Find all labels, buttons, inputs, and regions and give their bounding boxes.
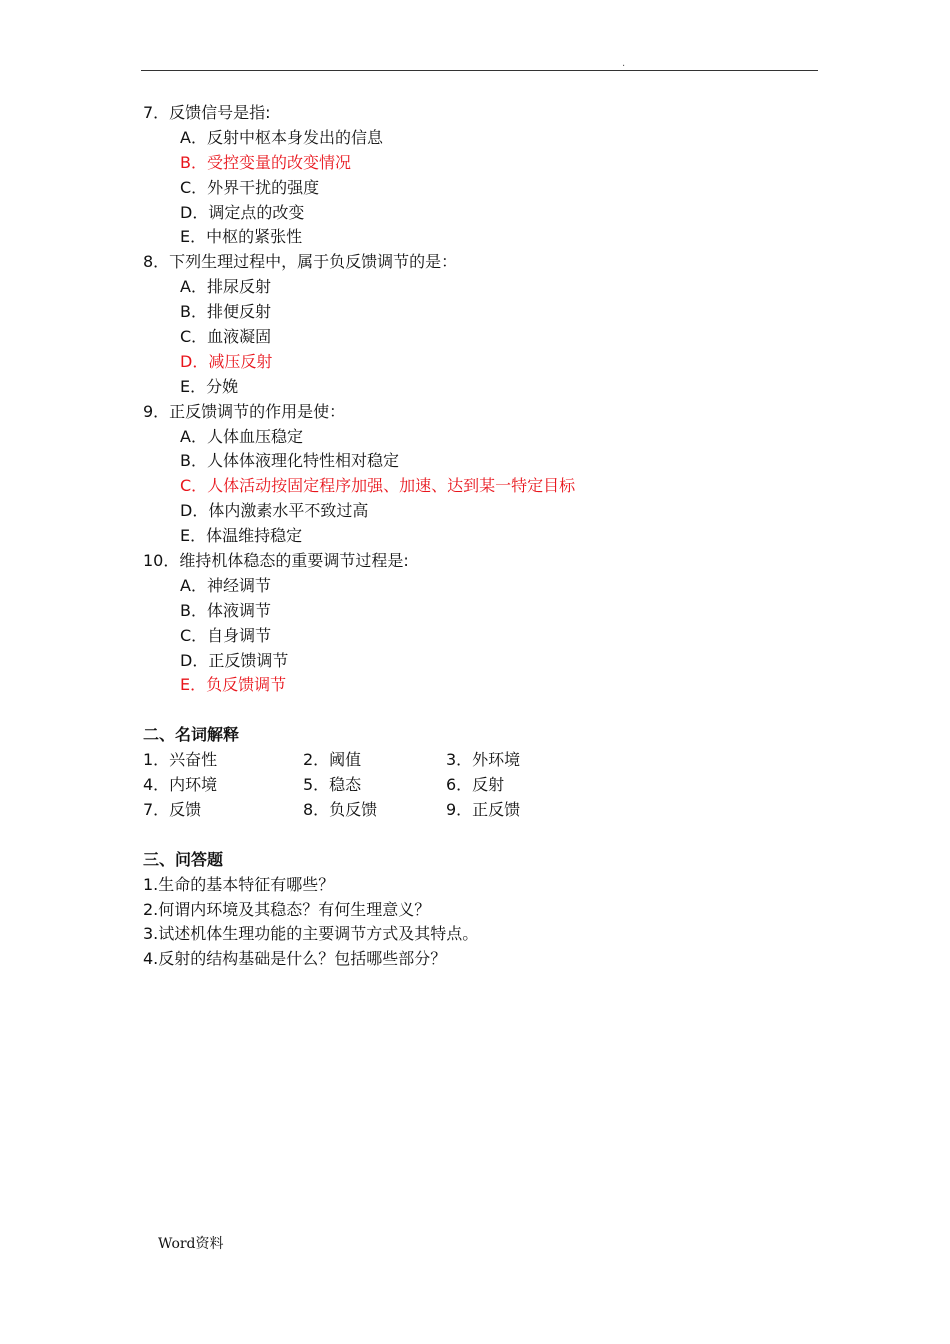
option-e: E．体温维持稳定 <box>180 526 303 546</box>
section-heading: 二、名词解释 <box>143 725 240 745</box>
option-d-correct: D．减压反射 <box>180 351 273 371</box>
qa-item: 3.试述机体生理功能的主要调节方式及其特点。 <box>143 924 479 944</box>
option-a: A．人体血压稳定 <box>180 426 303 446</box>
qa-item: 2.何谓内环境及其稳态？有何生理意义？ <box>143 899 431 919</box>
footer-label: Word资料 <box>158 1236 224 1252</box>
option-e: E．分娩 <box>180 376 239 396</box>
option-d: D．调定点的改变 <box>180 202 305 222</box>
header-rule <box>141 70 818 71</box>
term-item: 6．反射 <box>446 775 505 795</box>
option-d: D．正反馈调节 <box>180 650 289 670</box>
option-c-correct: C．人体活动按固定程序加强、加速、达到某一特定目标 <box>180 476 576 496</box>
term-item: 2．阈值 <box>303 750 362 770</box>
question-10 <box>143 549 823 698</box>
term-item: 8．负反馈 <box>303 799 378 819</box>
term-item: 5．稳态 <box>303 775 362 795</box>
question-7 <box>143 101 823 250</box>
question-9 <box>143 400 823 549</box>
question-stem: 7．反馈信号是指: <box>143 103 271 122</box>
qa-item: 4.反射的结构基础是什么？包括哪些部分？ <box>143 949 447 969</box>
section-heading: 三、问答题 <box>143 849 224 869</box>
spacer <box>143 698 823 723</box>
header-mark: . <box>622 58 626 69</box>
terms-section <box>143 723 823 823</box>
option-e: E．中枢的紧张性 <box>180 227 303 247</box>
option-b-correct: B．受控变量的改变情况 <box>180 152 351 172</box>
term-item: 9．正反馈 <box>446 799 521 819</box>
terms-row <box>143 773 823 798</box>
option-a: A．排尿反射 <box>180 277 271 297</box>
qa-item: 1.生命的基本特征有哪些？ <box>143 874 335 894</box>
term-item: 4．内环境 <box>143 775 218 795</box>
option-a: A．反射中枢本身发出的信息 <box>180 127 383 147</box>
option-d: D．体内激素水平不致过高 <box>180 501 369 521</box>
document-body <box>143 101 823 972</box>
option-c: C．外界干扰的强度 <box>180 177 320 197</box>
question-stem: 8．下列生理过程中，属于负反馈调节的是： <box>143 252 458 272</box>
option-a: A．神经调节 <box>180 575 271 595</box>
question-8 <box>143 250 823 399</box>
qa-section <box>143 848 823 972</box>
option-b: B．人体体液理化特性相对稳定 <box>180 451 399 471</box>
option-c: C．自身调节 <box>180 625 272 645</box>
term-item: 3．外环境 <box>446 750 521 770</box>
terms-row <box>143 798 823 823</box>
option-e-correct: E．负反馈调节 <box>180 675 287 695</box>
question-stem: 10．维持机体稳态的重要调节过程是: <box>143 551 409 571</box>
question-stem: 9．正反馈调节的作用是使： <box>143 401 346 421</box>
term-item: 1．兴奋性 <box>143 750 218 770</box>
terms-row <box>143 748 823 773</box>
option-b: B．排便反射 <box>180 302 271 322</box>
term-item: 7．反馈 <box>143 799 202 819</box>
option-c: C．血液凝固 <box>180 327 272 347</box>
option-b: B．体液调节 <box>180 600 271 620</box>
spacer <box>143 823 823 848</box>
